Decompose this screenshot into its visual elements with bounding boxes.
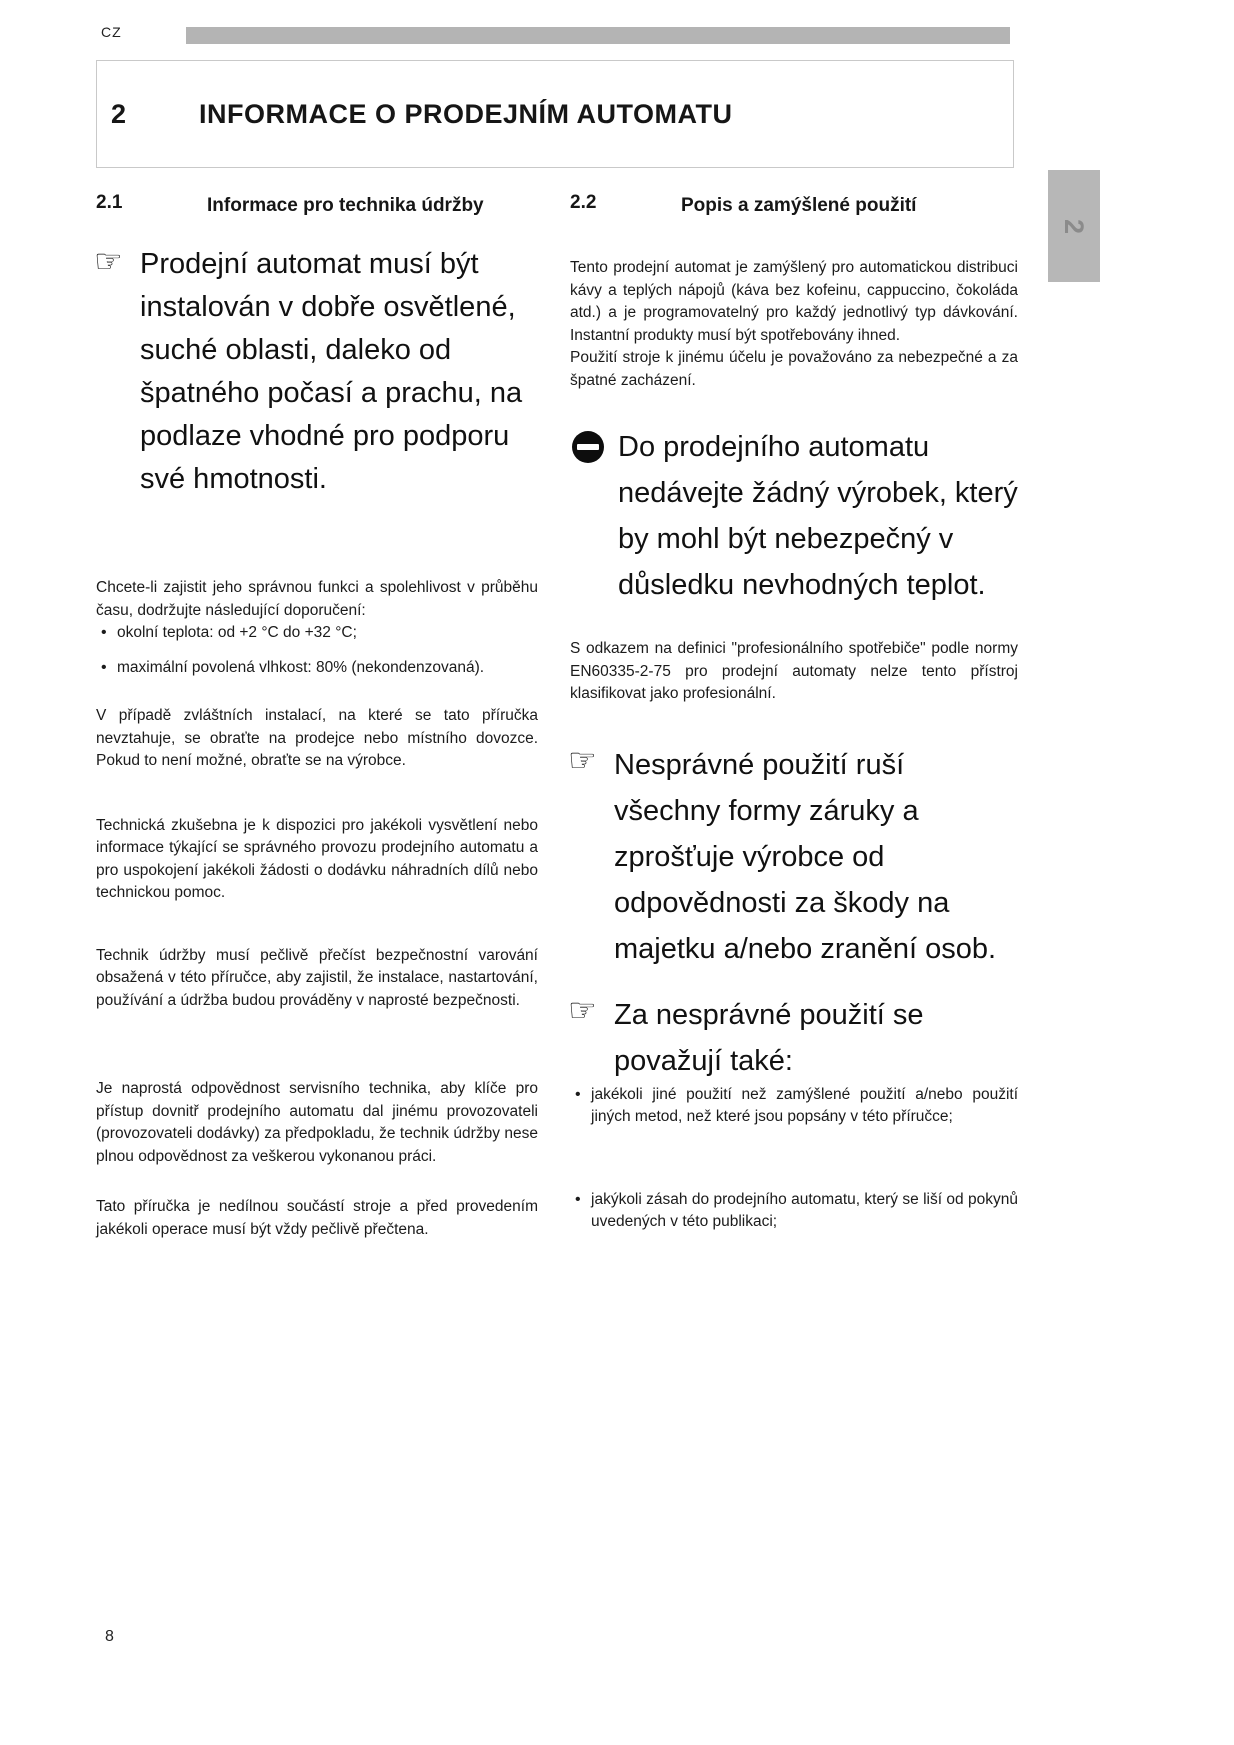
chapter-number: 2 <box>111 98 127 129</box>
temperature-warning-text: Do prodejního automatu nedávejte žádný výrobek, který by mohl být nebezpečný v důsledku nevhodných teplot. <box>618 431 1018 601</box>
section-number: 2.2 <box>570 192 597 213</box>
top-gray-bar <box>186 27 1010 44</box>
list-item: • jakékoli jiné použití než zamýšlené použití a/nebo použití jiných metod, než které jsou popsány v této příručce; <box>570 1084 1018 1129</box>
misuse-warranty-note <box>570 742 1018 972</box>
page-number: 8 <box>105 1628 114 1645</box>
list-item: • jakýkoli zásah do prodejního automatu, který se liší od pokynů uvedených v této publikaci; <box>570 1189 1018 1234</box>
section-2-1-heading <box>96 192 538 219</box>
chapter-title: INFORMACE O PRODEJNÍM AUTOMATU <box>199 98 733 129</box>
paragraph: Technik údržby musí pečlivě přečíst bezpečnostní varování obsažená v této příručce, aby zajistil, že instalace, nastartování, používání a údržba budou prováděny v naprosté bezpečnosti. <box>96 946 538 1009</box>
paragraph: Tento prodejní automat je zamýšlený pro automatickou distribuci kávy a teplých nápojů (káva bez kofeinu, cappuccino, čokoláda atd.) a je programovatelný pro každý jednotlivý typ dávkování. Instantní produkty musí být spotřebovány ihned. <box>570 259 1018 344</box>
paragraph: V případě zvláštních instalací, na které se tato příručka nevztahuje, se obraťte na prodejce nebo místního dovozce. Pokud to není možné, obraťte se na výrobce. <box>96 707 538 769</box>
installation-note-text: Prodejní automat musí být instalován v dobře osvětlené, suché oblasti, daleko od špatného počasí a prachu, na podlaze vhodné pro podporu své hmotnosti. <box>140 248 523 495</box>
pointing-hand-icon: ☞ <box>94 243 123 279</box>
paragraph: S odkazem na definici "profesionálního spotřebiče" podle normy EN60335-2-75 pro prodejní automaty nelze tento přístroj klasifikovat jako profesionální. <box>570 640 1018 702</box>
chapter-side-tab <box>1048 170 1100 282</box>
paragraph: Technická zkušebna je k dispozici pro jakékoli vysvětlení nebo informace týkající se správného provozu prodejního automatu a pro uspokojení jakékoli žádosti o dodávku náhradních dílů nebo technickou pomoc. <box>96 816 538 901</box>
section-number: 2.1 <box>96 192 123 213</box>
paragraph: Je naprostá odpovědnost servisního technika, aby klíče pro přístup dovnitř prodejního automatu dal jinému provozovateli (provozovateli dodávky) za předpokladu, že technik údržby nese plnou odpovědnost za veškerou vykonanou práci. <box>96 1080 538 1165</box>
list-item: • maximální povolená vlhkost: 80% (nekondenzovaná). <box>96 657 538 680</box>
language-tag: CZ <box>101 24 122 40</box>
misuse-warranty-note-text: Nesprávné použití ruší všechny formy záruky a zprošťuje výrobce od odpovědnosti za škody na majetku a/nebo zranění osob. <box>614 748 997 965</box>
installation-note <box>96 243 538 501</box>
section-title: Popis a zamýšlené použití <box>681 195 917 216</box>
temperature-warning <box>570 424 1018 608</box>
section-title: Informace pro technika údržby <box>207 195 484 216</box>
environment-bullet-list <box>96 622 538 679</box>
left-column <box>96 192 538 1241</box>
right-column <box>570 192 1018 1234</box>
misuse-definition-note <box>570 992 1018 1084</box>
misuse-definition-note-text: Za nesprávné použití se považují také: <box>614 998 924 1077</box>
paragraph: Chcete-li zajistit jeho správnou funkci a spolehlivost v průběhu času, dodržujte následující doporučení: <box>96 579 538 619</box>
pointing-hand-icon: ☞ <box>568 991 597 1028</box>
paragraph: Tato příručka je nedílnou součástí stroje a před provedením jakékoli operace musí být vždy pečlivě přečtena. <box>96 1198 538 1238</box>
section-2-2-heading <box>570 192 1018 219</box>
list-item: • okolní teplota: od +2 °C do +32 °C; <box>96 622 538 645</box>
side-tab-number: 2 <box>1059 218 1090 234</box>
paragraph: Použití stroje k jinému účelu je považováno za nebezpečné a za špatné zacházení. <box>570 349 1018 389</box>
chapter-header <box>96 60 1014 168</box>
misuse-bullet-list <box>570 1084 1018 1234</box>
prohibition-icon <box>572 431 604 463</box>
pointing-hand-icon: ☞ <box>568 741 597 778</box>
